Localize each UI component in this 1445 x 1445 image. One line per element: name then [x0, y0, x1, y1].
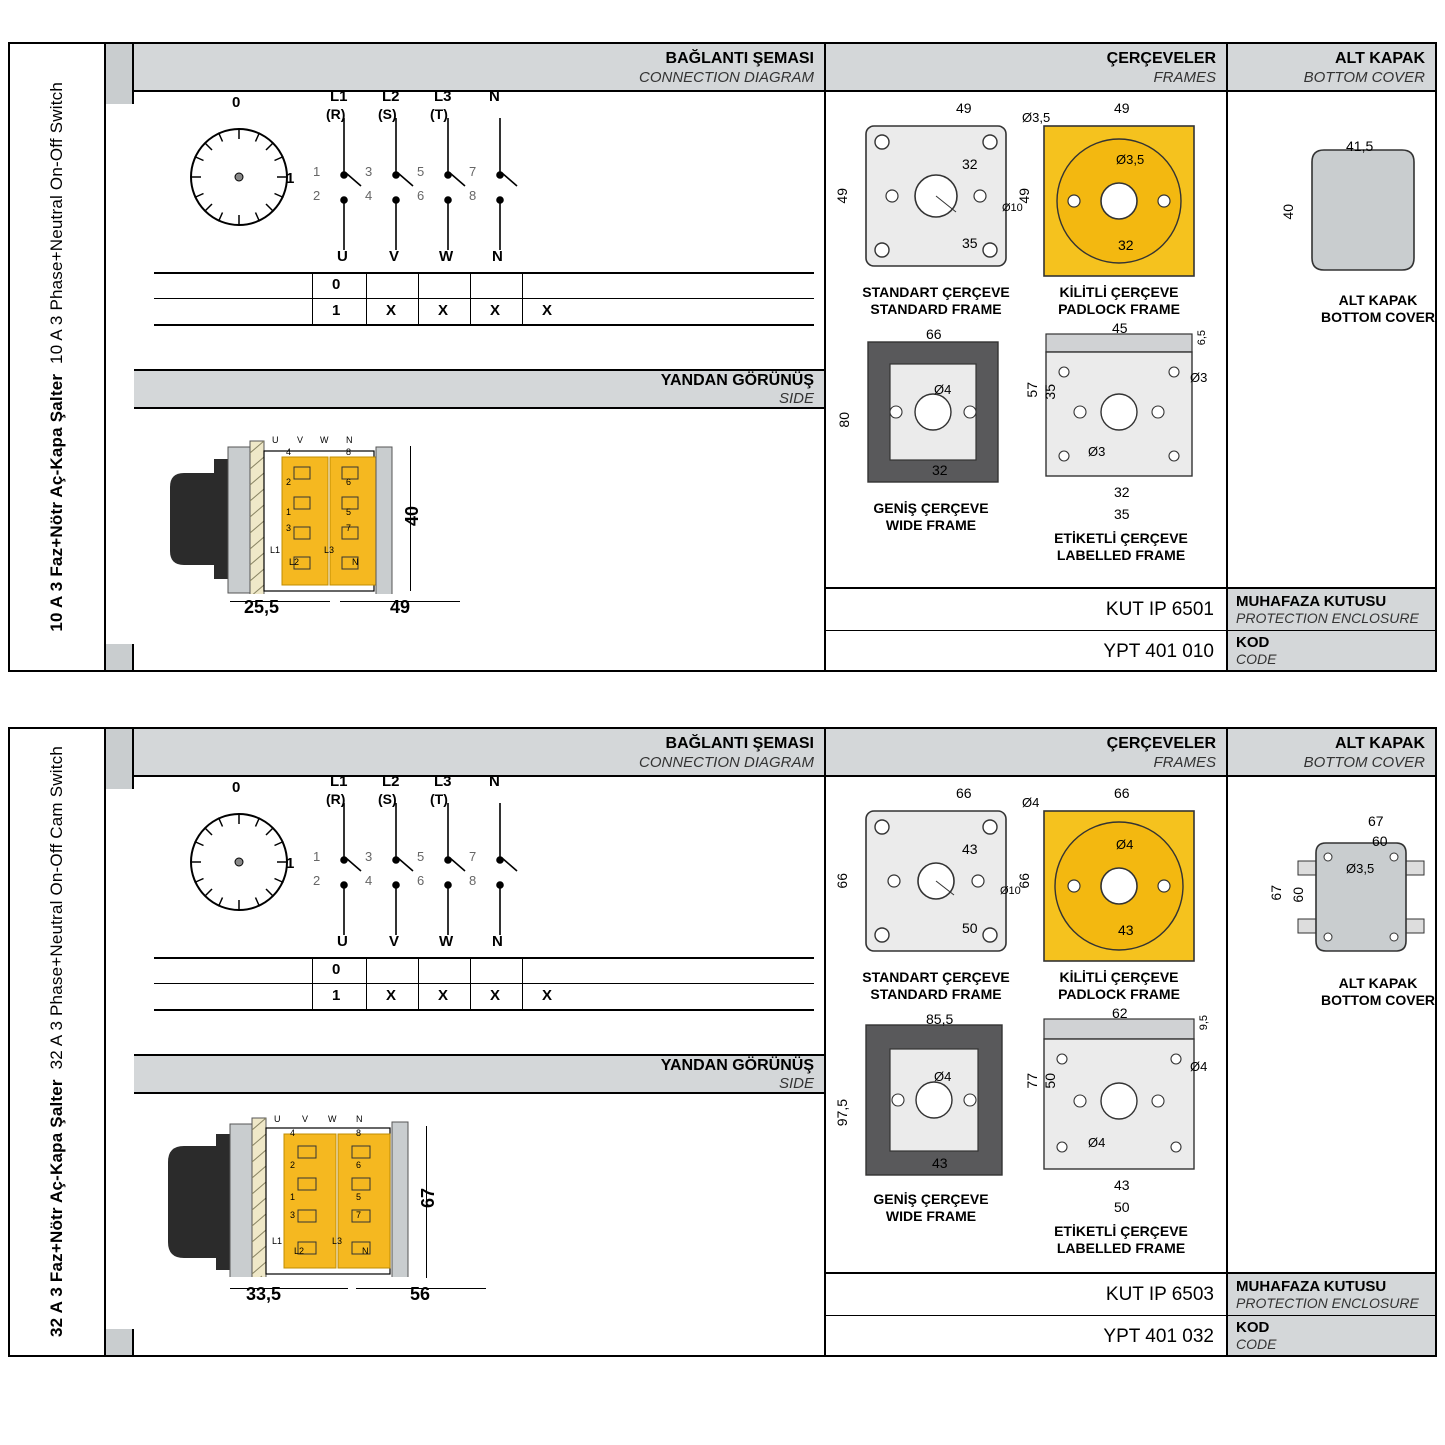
table-mark-3-2: X	[490, 987, 501, 1004]
panel-2-label-tr: 32 A 3 Faz+Nötr Aç-Kapa Şalter	[46, 1079, 66, 1338]
caption-labelled-frame-2: ETİKETLİ ÇERÇEVE LABELLED FRAME	[1054, 1223, 1188, 1256]
dim-pad-height: 49	[1016, 188, 1032, 204]
phase-label-L1: L1	[330, 88, 348, 105]
terminal-num-8-2: 8	[469, 873, 477, 888]
dim-pad-width-2: 66	[1114, 785, 1130, 801]
terminal-num-2-2: 2	[313, 873, 321, 888]
caption-standard-frame: STANDART ÇERÇEVE STANDARD FRAME	[862, 284, 1010, 317]
phase-label-N-2: N	[489, 773, 500, 790]
panel-2-connection-diagram	[134, 773, 824, 1067]
dim-std-hole-2: Ø4	[1022, 795, 1040, 810]
side-term-W: W	[320, 435, 329, 445]
dim-lbl-width: 45	[1112, 320, 1128, 336]
table-row-0-label: 0	[332, 276, 341, 293]
terminal-num-6: 6	[417, 188, 425, 203]
side-term-N: N	[346, 435, 353, 445]
dim-pad-width: 49	[1114, 100, 1130, 116]
side-num-3-2: 3	[290, 1210, 296, 1220]
phase-sub-T: (T)	[430, 106, 448, 122]
phase-label-L3-2: L3	[434, 773, 452, 790]
table-mark-4: X	[542, 302, 553, 319]
padlock-frame-drawing-2	[1026, 789, 1206, 969]
selector-dial	[174, 112, 304, 242]
phase-label-L3: L3	[434, 88, 452, 105]
dim-side-depth: 25,5	[244, 597, 280, 617]
phase-label-L2: L2	[382, 88, 400, 105]
panel-1-header	[134, 44, 1435, 92]
caption-padlock-frame: KİLİTLİ ÇERÇEVE PADLOCK FRAME	[1058, 284, 1180, 317]
caption-bottom-cover-2: ALT KAPAK BOTTOM COVER	[1320, 975, 1436, 1008]
dim-wide-inner: 32	[932, 462, 948, 478]
dim-side-depth-2: 33,5	[246, 1284, 282, 1304]
header-connection-diagram: BAĞLANTI ŞEMASI CONNECTION DIAGRAM	[638, 50, 814, 86]
product-code: YPT 401 010	[1103, 641, 1214, 662]
side-num-4: 4	[286, 447, 292, 457]
panel-32a	[8, 727, 1437, 1357]
side-num-2-2: 2	[290, 1160, 296, 1170]
output-label-V: V	[389, 248, 400, 265]
side-term-N2-2: N	[362, 1246, 369, 1256]
table-mark-2-2: X	[438, 987, 449, 1004]
phase-sub-S-2: (S)	[378, 791, 397, 807]
dim-lbl-h2: 35	[1042, 384, 1058, 400]
panel-2-vertical-label	[10, 729, 106, 1355]
product-code-2: YPT 401 032	[1103, 1326, 1214, 1347]
dim-cover-width: 41,5	[1346, 138, 1374, 154]
dim-wide-height-2: 97,5	[834, 1099, 850, 1127]
code-label: KOD CODE	[1228, 631, 1435, 670]
header-frames-2: ÇERÇEVELER FRAMES	[1106, 735, 1216, 771]
terminal-num-7: 7	[469, 164, 477, 179]
side-term-U-2: U	[274, 1114, 281, 1124]
terminal-num-2: 2	[313, 188, 321, 203]
dim-std-width: 49	[956, 100, 972, 116]
side-num-4-2: 4	[290, 1128, 296, 1138]
terminal-num-1: 1	[313, 164, 321, 179]
side-term-L3: L3	[324, 545, 335, 555]
phase-label-N: N	[489, 88, 500, 105]
switch-position-table-2	[154, 957, 814, 1011]
caption-standard-frame-2: STANDART ÇERÇEVE STANDARD FRAME	[862, 969, 1010, 1002]
enclosure-code: KUT IP 6501	[1105, 598, 1214, 620]
side-term-V: V	[297, 435, 304, 445]
side-num-8-2: 8	[356, 1128, 362, 1138]
side-num-5: 5	[346, 507, 352, 517]
dim-lbl-h1: 57	[1024, 382, 1040, 398]
standard-frame-drawing-2	[844, 789, 1024, 969]
dim-lbl-inner2-2: 50	[1114, 1199, 1130, 1215]
output-label-W-2: W	[439, 933, 454, 950]
table-row-1-label: 1	[332, 302, 341, 319]
dial-position-0: 0	[232, 94, 241, 111]
selector-dial-2	[174, 797, 304, 927]
panel-2-side-view	[134, 1096, 824, 1309]
side-term-W-2: W	[328, 1114, 337, 1124]
terminal-num-5: 5	[417, 164, 425, 179]
dim-lbl-h2-2: 50	[1042, 1073, 1058, 1089]
output-label-W: W	[439, 248, 454, 265]
output-label-U-2: U	[337, 933, 348, 950]
panel-1-content	[134, 44, 1435, 670]
dim-lbl-h1-2: 77	[1024, 1073, 1040, 1089]
padlock-frame-drawing	[1026, 104, 1206, 284]
dim-lbl-hole-a-2: Ø4	[1190, 1059, 1208, 1074]
header-bottom-cover: ALT KAPAK BOTTOM COVER	[1303, 50, 1425, 86]
dial-position-1: 1	[286, 170, 295, 187]
phase-label-L1-2: L1	[330, 773, 348, 790]
caption-padlock-frame-2: KİLİTLİ ÇERÇEVE PADLOCK FRAME	[1058, 969, 1180, 1002]
phase-sub-R: (R)	[326, 106, 346, 122]
caption-wide-frame-2: GENİŞ ÇERÇEVE WIDE FRAME	[873, 1191, 989, 1224]
panel-2-bottom-cover	[1228, 777, 1435, 1272]
header-bottom-cover-2: ALT KAPAK BOTTOM COVER	[1303, 735, 1425, 771]
dim-side-height-2: 67	[418, 1188, 438, 1209]
side-term-U: U	[272, 435, 279, 445]
panel-2-info	[826, 1272, 1435, 1355]
dim-side-height: 40	[402, 506, 422, 527]
panel-1-connection-diagram	[134, 88, 824, 382]
terminal-num-6-2: 6	[417, 873, 425, 888]
enclosure-label-2: MUHAFAZA KUTUSU PROTECTION ENCLOSURE	[1228, 1274, 1435, 1315]
terminal-num-1-2: 1	[313, 849, 321, 864]
side-term-N-2: N	[356, 1114, 363, 1124]
dim-std-inner-w-2: 43	[962, 841, 978, 857]
switch-position-table	[154, 272, 814, 326]
side-term-V-2: V	[302, 1114, 309, 1124]
header-frames: ÇERÇEVELER FRAMES	[1106, 50, 1216, 86]
output-label-V-2: V	[389, 933, 400, 950]
panel-10a	[8, 42, 1437, 672]
panel-1-spine	[106, 44, 134, 670]
table-row-0-label-2: 0	[332, 961, 341, 978]
dial-position-0-2: 0	[232, 779, 241, 796]
dim-cover-width-2: 67	[1368, 813, 1384, 829]
side-num-2: 2	[286, 477, 292, 487]
side-num-3: 3	[286, 523, 292, 533]
dim-lbl-thickness-2: 9,5	[1198, 1015, 1210, 1031]
enclosure-code-2: KUT IP 6503	[1105, 1283, 1214, 1305]
dim-pad-height-2: 66	[1016, 873, 1032, 889]
dim-std-center-dia: Ø10	[1002, 202, 1023, 214]
table-mark-3: X	[490, 302, 501, 319]
labelled-frame-drawing	[1028, 324, 1218, 494]
panel-1-frames	[826, 92, 1226, 587]
dim-std-inner-h: 35	[962, 235, 978, 251]
dim-wide-height: 80	[836, 412, 852, 428]
table-mark-2: X	[438, 302, 449, 319]
output-label-U: U	[337, 248, 348, 265]
side-term-N2: N	[352, 557, 359, 567]
phase-sub-R-2: (R)	[326, 791, 346, 807]
panel-2-label-en: 32 A 3 Phase+Neutral On-Off Cam Switch	[46, 746, 66, 1070]
panel-2-header	[134, 729, 1435, 777]
phase-label-L2-2: L2	[382, 773, 400, 790]
panel-1-label-tr: 10 A 3 Faz+Nötr Aç-Kapa Şalter	[46, 374, 66, 632]
dim-wide-width-2: 85,5	[926, 1011, 954, 1027]
dim-std-center-dia-2: Ø10	[1000, 885, 1021, 897]
side-num-8: 8	[346, 447, 352, 457]
dim-wide-hole-2: Ø4	[934, 1069, 952, 1084]
panel-2-frames	[826, 777, 1226, 1272]
dim-lbl-hole-b-2: Ø4	[1088, 1135, 1106, 1150]
output-label-N-2: N	[492, 933, 503, 950]
side-term-L1-2: L1	[272, 1236, 283, 1246]
terminal-num-5-2: 5	[417, 849, 425, 864]
terminal-num-3-2: 3	[365, 849, 373, 864]
dim-pad-inner: 32	[1118, 237, 1134, 253]
terminal-num-4: 4	[365, 188, 373, 203]
dim-std-height: 49	[834, 188, 850, 204]
side-num-5-2: 5	[356, 1192, 362, 1202]
panel-1-side-view	[134, 411, 824, 624]
panel-2-side-header: YANDAN GÖRÜNÜŞ SIDE	[134, 1054, 824, 1094]
dim-side-width: 49	[390, 597, 411, 617]
side-term-L1: L1	[270, 545, 281, 555]
dim-cover-height-2: 67	[1268, 885, 1284, 901]
table-mark-4-2: X	[542, 987, 553, 1004]
panel-2-spine	[106, 729, 134, 1355]
standard-frame-drawing	[844, 104, 1024, 284]
dim-pad-hole-2: Ø4	[1116, 837, 1134, 852]
labelled-frame-drawing-2	[1028, 1009, 1218, 1189]
dim-std-hole: Ø3,5	[1022, 110, 1051, 125]
dim-lbl-hole-a: Ø3	[1190, 370, 1208, 385]
terminal-num-3: 3	[365, 164, 373, 179]
dim-wide-inner-2: 43	[932, 1155, 948, 1171]
dim-std-inner-h-2: 50	[962, 920, 978, 936]
side-term-L2-2: L2	[294, 1246, 305, 1256]
dim-cover-height: 40	[1280, 204, 1296, 220]
panel-2-content	[134, 729, 1435, 1355]
side-term-L2: L2	[289, 557, 300, 567]
side-num-7: 7	[346, 523, 352, 533]
phase-sub-T-2: (T)	[430, 791, 448, 807]
enclosure-label: MUHAFAZA KUTUSU PROTECTION ENCLOSURE	[1228, 589, 1435, 630]
dim-wide-width: 66	[926, 326, 942, 342]
output-label-N: N	[492, 248, 503, 265]
dim-cover-hole-2: Ø3,5	[1346, 861, 1375, 876]
dim-lbl-inner2: 35	[1114, 506, 1130, 522]
dim-pad-inner-2: 43	[1118, 922, 1134, 938]
dim-std-width-2: 66	[956, 785, 972, 801]
bottom-cover-drawing-2	[1290, 827, 1445, 977]
panel-1-side-header: YANDAN GÖRÜNÜŞ SIDE	[134, 369, 824, 409]
dim-side-width-2: 56	[410, 1284, 431, 1304]
dial-position-1-2: 1	[286, 855, 295, 872]
dim-std-height-2: 66	[834, 873, 850, 889]
dim-lbl-hole-b: Ø3	[1088, 444, 1106, 459]
side-num-1: 1	[286, 507, 292, 517]
caption-labelled-frame: ETİKETLİ ÇERÇEVE LABELLED FRAME	[1054, 530, 1188, 563]
caption-wide-frame: GENİŞ ÇERÇEVE WIDE FRAME	[873, 500, 989, 533]
bottom-cover-drawing	[1298, 140, 1445, 290]
panel-1-info	[826, 587, 1435, 670]
side-term-L3-2: L3	[332, 1236, 343, 1246]
panel-1-label-en: 10 A 3 Phase+Neutral On-Off Switch	[46, 82, 66, 365]
caption-bottom-cover: ALT KAPAK BOTTOM COVER	[1320, 292, 1436, 325]
terminal-num-4-2: 4	[365, 873, 373, 888]
side-num-6-2: 6	[356, 1160, 362, 1170]
dim-pad-hole: Ø3,5	[1116, 152, 1145, 167]
panel-1-bottom-cover	[1228, 92, 1435, 587]
terminal-num-7-2: 7	[469, 849, 477, 864]
table-mark-1: X	[386, 302, 397, 319]
terminal-num-8: 8	[469, 188, 477, 203]
header-connection-diagram-2: BAĞLANTI ŞEMASI CONNECTION DIAGRAM	[638, 735, 814, 771]
dim-lbl-inner1: 32	[1114, 484, 1130, 500]
side-num-1-2: 1	[290, 1192, 296, 1202]
dim-std-inner-w: 32	[962, 156, 978, 172]
dim-cover-width2-2: 60	[1372, 833, 1388, 849]
side-num-6: 6	[346, 477, 352, 487]
dim-lbl-inner1-2: 43	[1114, 1177, 1130, 1193]
dim-lbl-thickness: 6,5	[1196, 330, 1208, 346]
dim-lbl-width-2: 62	[1112, 1005, 1128, 1021]
table-row-1-label-2: 1	[332, 987, 341, 1004]
panel-1-vertical-label	[10, 44, 106, 670]
phase-sub-S: (S)	[378, 106, 397, 122]
table-mark-1-2: X	[386, 987, 397, 1004]
side-num-7-2: 7	[356, 1210, 362, 1220]
dim-wide-hole: Ø4	[934, 382, 952, 397]
code-label-2: KOD CODE	[1228, 1316, 1435, 1355]
dim-cover-height2-2: 60	[1290, 887, 1306, 903]
